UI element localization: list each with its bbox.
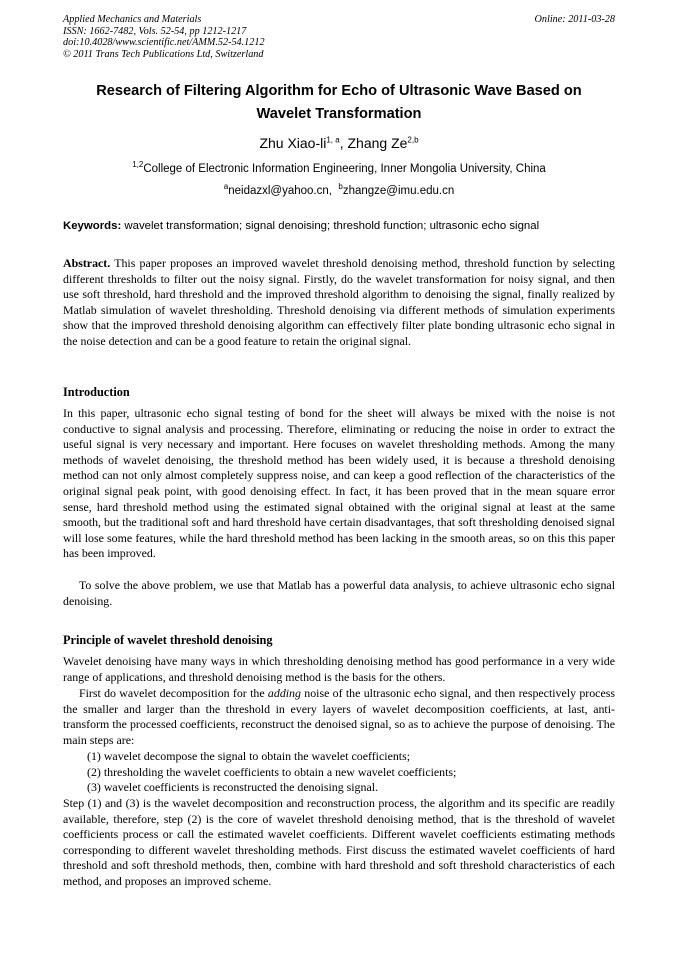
step-item-1: (1) wavelet decompose the signal to obtain the wavelet coefficients;	[87, 749, 411, 763]
affiliation-mark: 1,2	[132, 160, 144, 170]
author-1-name: Zhu Xiao-li	[259, 135, 327, 151]
author-emails	[40, 183, 638, 199]
denoising-steps-list	[63, 749, 615, 796]
principle-paragraph-1: Wavelet denoising have many ways in which thresholding denoising method has good performance in a very wide range of applications, and threshold denoising method is the basis for the others.	[63, 654, 615, 684]
doi-line: doi:10.4028/www.scientific.net/AMM.52-54.1212	[63, 37, 265, 48]
online-date: Online: 2011-03-28	[534, 14, 615, 25]
email-a-mark: a	[223, 182, 229, 192]
paper-title	[40, 80, 638, 126]
principle-paragraph-3: Step (1) and (3) is the wavelet decomposition and reconstruction process, the algorithm and its specific are readily available, therefore, step (2) is the core of wavelet threshold denoising method, that is the threshold of wavelet coefficients process or call the estimated wavelet coefficients. Different wavelet coefficients estimating methods corresponding to different wavelet thresholding methods. First discuss the estimated wavelet coefficients of hard threshold and soft threshold methods, then, combine with hard threshold and soft threshold characteristics of each method, and proposes an improved scheme.	[63, 796, 615, 888]
author-separator: ,	[339, 135, 348, 151]
affiliation	[40, 161, 638, 177]
title-line-1: Research of Filtering Algorithm for Echo of Ultrasonic Wave Based on	[96, 83, 582, 99]
copyright-line: © 2011 Trans Tech Publications Ltd, Switzerland	[63, 48, 264, 60]
step-item-3: (3) wavelet coefficients is reconstructed the denoising signal.	[87, 780, 379, 795]
principle-heading: Principle of wavelet threshold denoising	[63, 633, 273, 647]
email-b-mark: b	[338, 182, 343, 192]
journal-header	[63, 14, 615, 60]
affiliation-text: College of Electronic Information Engineering, Inner Mongolia University, China	[143, 163, 546, 175]
abstract-label: Abstract.	[63, 256, 111, 270]
email-b[interactable]: zhangze@imu.edu.cn	[342, 185, 455, 197]
principle-p2-rest: noise of the ultrasonic echo signal, and then respectively process the smaller and larger than the threshold in every layers of wavelet decomposition coefficients, at last, anti-transform the processed coefficients, reconstruct the denoised signal, so as to achieve the purpose of denoising. The main steps are:	[63, 686, 615, 747]
introduction-heading: Introduction	[63, 385, 130, 399]
journal-name: Applied Mechanics and Materials	[63, 14, 202, 25]
title-line-2: Wavelet Transformation	[256, 106, 422, 122]
author-2-name: Zhang Ze	[347, 135, 408, 151]
step-item-2: (2) thresholding the wavelet coefficients to obtain a new wavelet coefficients;	[87, 764, 457, 779]
issn-line: ISSN: 1662-7482, Vols. 52-54, pp 1212-1217	[63, 25, 247, 37]
introduction-paragraph-2: To solve the above problem, we use that Matlab has a powerful data analysis, to achieve ultrasonic echo signal denoising.	[63, 578, 615, 608]
keywords	[63, 218, 623, 234]
author-2-affiliation-mark: 2,b	[407, 135, 419, 145]
author-1-affiliation-mark: 1, a	[326, 135, 340, 145]
principle-paragraph-2	[63, 686, 615, 748]
introduction-paragraph-1: In this paper, ultrasonic echo signal testing of bond for the sheet will always be mixed with the noise is not conductive to signal analysis and processing. Therefore, eliminating or reducing the noise in order to extract the useful signal is very necessary and important. Here focuses on wavelet thresholding methods. Among the many methods of wavelet denoising, the threshold method has been widely used, it is because a threshold denoising method can not only almost completely suppress noise, and can keep a good reflection of the characteristics of the original signal peak point, with good denoising effect. In fact, it has been proved that in the mean square error sense, hard threshold method using the estimated signal obtained with the original signal at least at the same smooth, but the traditional soft and hard threshold have certain disadvantages, that soft thresholding denoised signal will lose some features, while the hard threshold method has been lacking in the smooth areas, so on this this paper has been improved.	[63, 406, 615, 561]
email-a[interactable]: neidazxl@yahoo.cn,	[228, 185, 332, 197]
author-list	[40, 134, 638, 152]
principle-p2-start: First do wavelet decomposition for the	[79, 686, 268, 700]
keywords-label: Keywords:	[63, 220, 122, 232]
principle-p2-emphasis: adding	[267, 686, 301, 700]
keywords-text: wavelet transformation; signal denoising; threshold function; ultrasonic echo signal	[121, 220, 540, 232]
abstract	[63, 256, 615, 350]
abstract-text: This paper proposes an improved wavelet threshold denoising method, threshold function by selecting different thresholds to filter out the noisy signal. Firstly, do the wavelet transformation for noisy signal, and then use soft threshold, hard threshold and the improved threshold algorithm to denoising the signal, finally realized by Matlab simulation of wavelet thresholding. Threshold denoising via different methods of simulation experiments show that the improved threshold denoising algorithm can effectively filter plate bonding ultrasonic echo signal in the noise detection and can be a good feature to retain the original signal.	[63, 256, 615, 348]
